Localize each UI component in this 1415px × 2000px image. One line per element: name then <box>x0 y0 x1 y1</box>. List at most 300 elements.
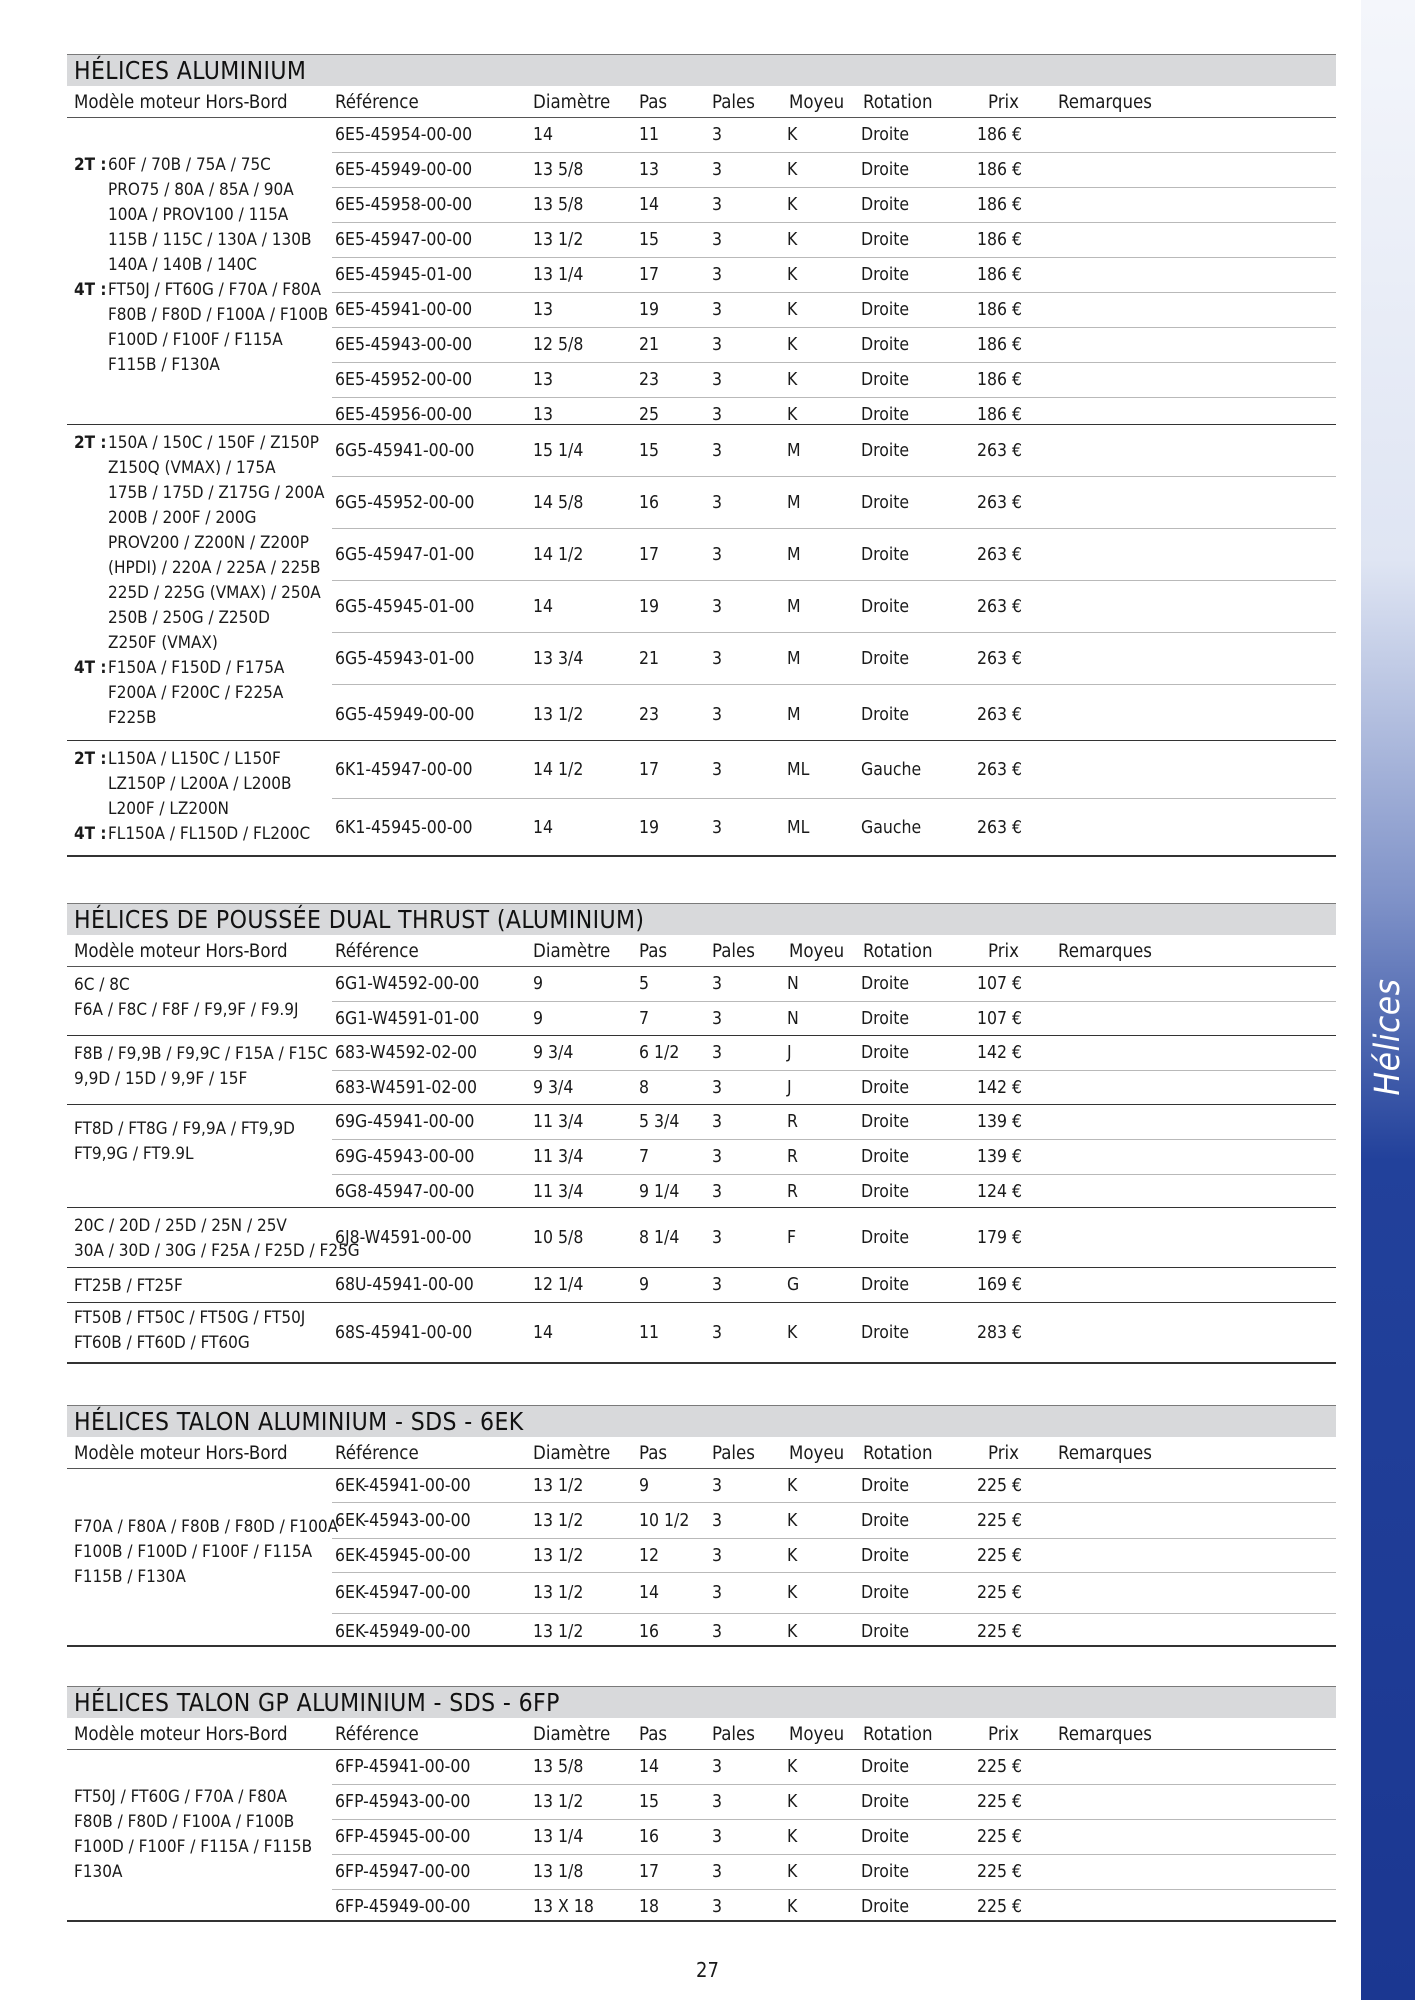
pas: 9 <box>639 1275 650 1295</box>
pas: 25 <box>639 405 660 425</box>
model-line <box>74 1540 338 1565</box>
rotation: Droite <box>861 265 910 285</box>
reference: 6E5-45949-00-00 <box>335 160 473 180</box>
col-prix: Prix <box>988 941 1020 962</box>
column-header-row <box>67 1437 1336 1469</box>
pales: 3 <box>712 596 723 617</box>
model-names: 20C / 20D / 25D / 25N / 25V <box>74 1216 287 1236</box>
model-line <box>74 1565 338 1590</box>
diametre: 13 1/2 <box>533 1792 584 1812</box>
pas: 23 <box>639 370 660 390</box>
table-row <box>332 1820 1336 1855</box>
model-line <box>74 1117 295 1142</box>
diametre: 14 <box>533 125 554 145</box>
rotation: Droite <box>861 335 910 355</box>
table-row <box>332 1105 1336 1140</box>
model-names: 115B / 115C / 130A / 130B <box>108 230 312 250</box>
pales: 3 <box>712 440 723 461</box>
col-diametre: Diamètre <box>533 1443 611 1464</box>
model-names: F150A / F150D / F175A <box>108 658 285 678</box>
moyeu: M <box>787 440 801 461</box>
model-group <box>67 1268 1336 1303</box>
pas: 8 1/4 <box>639 1227 680 1248</box>
engine-type: 2T : <box>74 155 107 175</box>
diametre: 11 3/4 <box>533 1112 584 1132</box>
rotation: Droite <box>861 1510 910 1531</box>
engine-type: 4T : <box>74 280 107 300</box>
col-remarques: Remarques <box>1058 1724 1152 1745</box>
model-line <box>74 706 324 731</box>
diametre: 12 1/4 <box>533 1275 584 1295</box>
pales: 3 <box>712 1583 723 1603</box>
diametre: 14 5/8 <box>533 492 584 513</box>
page-number: 27 <box>696 1958 719 1982</box>
reference: 6E5-45945-01-00 <box>335 265 473 285</box>
pales: 3 <box>712 335 723 355</box>
moyeu: K <box>787 1757 798 1777</box>
model-names: F115B / F130A <box>108 355 220 375</box>
diametre: 13 1/2 <box>533 1621 584 1642</box>
model-line <box>74 822 310 847</box>
table-row <box>332 118 1336 153</box>
model-line <box>74 303 328 328</box>
model-names: PRO75 / 80A / 85A / 90A <box>108 180 294 200</box>
model-line <box>74 1239 360 1264</box>
col-moyeu: Moyeu <box>789 941 845 962</box>
model-names: F100B / F100D / F100F / F115A <box>74 1542 313 1562</box>
pales: 3 <box>712 1545 723 1566</box>
moyeu: M <box>787 596 801 617</box>
rotation: Droite <box>861 1757 910 1777</box>
model-group <box>67 967 1336 1036</box>
pas: 13 <box>639 160 660 180</box>
pas: 12 <box>639 1545 660 1566</box>
rotation: Droite <box>861 1182 910 1202</box>
model-list <box>74 1042 328 1092</box>
pales: 3 <box>712 1043 723 1063</box>
model-list <box>74 1515 338 1590</box>
diametre: 13 1/2 <box>533 230 584 250</box>
model-line <box>74 253 328 278</box>
prix: 186 € <box>977 230 1023 250</box>
pales: 3 <box>712 1112 723 1132</box>
model-line <box>74 506 324 531</box>
sidebar-label: Hélices <box>1368 978 1408 1096</box>
prix: 139 € <box>977 1147 1023 1167</box>
col-remarques: Remarques <box>1058 941 1152 962</box>
moyeu: J <box>787 1078 792 1098</box>
col-model: Modèle moteur Hors-Bord <box>74 92 288 113</box>
table-row <box>332 1539 1336 1573</box>
table-row <box>332 967 1336 1002</box>
model-names: F225B <box>108 708 157 728</box>
rotation: Droite <box>861 705 910 725</box>
pas: 11 <box>639 125 660 145</box>
model-group <box>67 1208 1336 1268</box>
col-model: Modèle moteur Hors-Bord <box>74 1443 288 1464</box>
model-names: F70A / F80A / F80B / F80D / F100A <box>74 1517 339 1537</box>
pas: 9 1/4 <box>639 1182 680 1202</box>
col-reference: Référence <box>335 941 419 962</box>
pales: 3 <box>712 1621 723 1642</box>
model-line <box>74 656 324 681</box>
prix: 186 € <box>977 370 1023 390</box>
model-line <box>74 531 324 556</box>
rotation: Droite <box>861 596 910 617</box>
prix: 263 € <box>977 705 1023 725</box>
rotation: Droite <box>861 1475 910 1496</box>
model-list <box>74 1117 295 1167</box>
model-group <box>67 1303 1336 1364</box>
table-row <box>332 1785 1336 1820</box>
pales: 3 <box>712 1827 723 1847</box>
table-row <box>332 1002 1336 1036</box>
reference: 6J8-W4591-00-00 <box>335 1227 472 1248</box>
table-row <box>332 1071 1336 1105</box>
pas: 21 <box>639 335 660 355</box>
model-names: F130A <box>74 1862 123 1882</box>
model-names: F115B / F130A <box>74 1567 186 1587</box>
model-line <box>74 681 324 706</box>
table-row <box>332 328 1336 363</box>
pales: 3 <box>712 817 723 838</box>
moyeu: K <box>787 370 798 390</box>
table-row <box>332 1503 1336 1539</box>
moyeu: N <box>787 1009 799 1029</box>
diametre: 14 1/2 <box>533 759 584 780</box>
reference: 6E5-45941-00-00 <box>335 300 473 320</box>
reference: 6FP-45945-00-00 <box>335 1827 471 1847</box>
reference: 6EK-45945-00-00 <box>335 1545 471 1566</box>
prix: 142 € <box>977 1078 1023 1098</box>
col-moyeu: Moyeu <box>789 92 845 113</box>
reference: 6E5-45954-00-00 <box>335 125 473 145</box>
table-row <box>332 188 1336 223</box>
rotation: Droite <box>861 1147 910 1167</box>
pas: 6 1/2 <box>639 1043 680 1063</box>
reference: 6EK-45943-00-00 <box>335 1510 471 1531</box>
prix: 186 € <box>977 195 1023 215</box>
rotation: Droite <box>861 1862 910 1882</box>
moyeu: K <box>787 125 798 145</box>
moyeu: K <box>787 160 798 180</box>
model-group <box>67 1105 1336 1208</box>
prix: 225 € <box>977 1897 1023 1917</box>
pales: 3 <box>712 648 723 669</box>
pales: 3 <box>712 1757 723 1777</box>
pales: 3 <box>712 1897 723 1917</box>
diametre: 13 1/2 <box>533 1510 584 1531</box>
rotation: Droite <box>861 370 910 390</box>
column-header-row <box>67 1718 1336 1750</box>
model-line <box>74 203 328 228</box>
rotation: Droite <box>861 1897 910 1917</box>
pas: 17 <box>639 759 660 780</box>
prix: 225 € <box>977 1621 1023 1642</box>
propeller-rows <box>332 1268 1336 1302</box>
col-model: Modèle moteur Hors-Bord <box>74 1724 288 1745</box>
table-row <box>332 581 1336 633</box>
prix: 225 € <box>977 1862 1023 1882</box>
model-line <box>74 797 310 822</box>
prix: 107 € <box>977 1009 1023 1029</box>
prix: 142 € <box>977 1043 1023 1063</box>
model-line <box>74 1274 183 1299</box>
model-names: 6C / 8C <box>74 975 130 995</box>
section-2 <box>67 1405 1336 1647</box>
col-pales: Pales <box>712 1443 755 1464</box>
rotation: Gauche <box>861 759 922 780</box>
col-pas: Pas <box>639 941 668 962</box>
model-names: L150A / L150C / L150F <box>108 749 281 769</box>
model-line <box>74 1835 312 1860</box>
model-list <box>74 973 299 1023</box>
pales: 3 <box>712 195 723 215</box>
diametre: 13 5/8 <box>533 195 584 215</box>
pales: 3 <box>712 1227 723 1248</box>
model-line <box>74 1306 305 1331</box>
diametre: 14 1/2 <box>533 544 584 565</box>
propeller-rows <box>332 118 1336 432</box>
reference: 6E5-45956-00-00 <box>335 405 473 425</box>
rotation: Gauche <box>861 817 922 838</box>
prix: 225 € <box>977 1475 1023 1496</box>
rotation: Droite <box>861 492 910 513</box>
pas: 7 <box>639 1009 650 1029</box>
rotation: Droite <box>861 1545 910 1566</box>
diametre: 13 1/2 <box>533 1583 584 1603</box>
pas: 19 <box>639 596 660 617</box>
table-row <box>332 685 1336 745</box>
model-line <box>74 328 328 353</box>
pas: 5 <box>639 974 650 994</box>
pas: 10 1/2 <box>639 1510 690 1531</box>
pales: 3 <box>712 974 723 994</box>
prix: 263 € <box>977 492 1023 513</box>
rotation: Droite <box>861 1078 910 1098</box>
pas: 16 <box>639 1621 660 1642</box>
col-rotation: Rotation <box>863 941 933 962</box>
diametre: 13 1/4 <box>533 1827 584 1847</box>
propeller-rows <box>332 1105 1336 1209</box>
model-list <box>74 153 328 378</box>
pales: 3 <box>712 1275 723 1295</box>
table-row <box>332 1573 1336 1614</box>
section-title: HÉLICES TALON GP ALUMINIUM - SDS - 6FP <box>67 1686 1336 1718</box>
rotation: Droite <box>861 1009 910 1029</box>
model-group <box>67 118 1336 425</box>
pas: 18 <box>639 1897 660 1917</box>
moyeu: K <box>787 1583 798 1603</box>
model-names: FT8D / FT8G / F9,9A / FT9,9D <box>74 1119 295 1139</box>
model-line <box>74 973 299 998</box>
table-row <box>332 1140 1336 1175</box>
reference: 6G5-45949-00-00 <box>335 705 475 725</box>
moyeu: K <box>787 1475 798 1496</box>
diametre: 13 3/4 <box>533 648 584 669</box>
prix: 263 € <box>977 544 1023 565</box>
diametre: 13 1/8 <box>533 1862 584 1882</box>
pales: 3 <box>712 544 723 565</box>
prix: 225 € <box>977 1583 1023 1603</box>
diametre: 14 <box>533 1322 554 1343</box>
prix: 186 € <box>977 125 1023 145</box>
model-names: 175B / 175D / Z175G / 200A <box>108 483 325 503</box>
reference: 6G5-45943-01-00 <box>335 648 475 669</box>
model-names: FT50J / FT60G / F70A / F80A <box>108 280 321 300</box>
reference: 68S-45941-00-00 <box>335 1322 473 1343</box>
prix: 186 € <box>977 300 1023 320</box>
prix: 124 € <box>977 1182 1023 1202</box>
table-row <box>332 1890 1336 1924</box>
prix: 263 € <box>977 817 1023 838</box>
rotation: Droite <box>861 1275 910 1295</box>
reference: 6G5-45945-01-00 <box>335 596 475 617</box>
col-prix: Prix <box>988 1724 1020 1745</box>
prix: 225 € <box>977 1827 1023 1847</box>
moyeu: M <box>787 648 801 669</box>
moyeu: R <box>787 1112 798 1132</box>
pas: 23 <box>639 705 660 725</box>
diametre: 14 <box>533 596 554 617</box>
model-names: FT50B / FT50C / FT50G / FT50J <box>74 1308 306 1328</box>
reference: 6E5-45958-00-00 <box>335 195 473 215</box>
pas: 15 <box>639 440 660 461</box>
model-line <box>74 228 328 253</box>
pas: 7 <box>639 1147 650 1167</box>
prix: 186 € <box>977 160 1023 180</box>
prix: 225 € <box>977 1545 1023 1566</box>
moyeu: R <box>787 1147 798 1167</box>
prix: 263 € <box>977 596 1023 617</box>
pas: 14 <box>639 1757 660 1777</box>
reference: 6G5-45952-00-00 <box>335 492 475 513</box>
col-reference: Référence <box>335 1443 419 1464</box>
pas: 5 3/4 <box>639 1112 680 1132</box>
table-row <box>332 153 1336 188</box>
model-names: F80B / F80D / F100A / F100B <box>108 305 329 325</box>
model-names: 30A / 30D / 30G / F25A / F25D / F25G <box>74 1241 360 1261</box>
engine-type: 2T : <box>74 749 107 769</box>
reference: 6K1-45945-00-00 <box>335 817 473 838</box>
pas: 9 <box>639 1475 650 1496</box>
table-row <box>332 363 1336 398</box>
reference: 6E5-45943-00-00 <box>335 335 473 355</box>
model-names: F100D / F100F / F115A / F115B <box>74 1837 313 1857</box>
pales: 3 <box>712 1147 723 1167</box>
rotation: Droite <box>861 1112 910 1132</box>
pas: 14 <box>639 195 660 215</box>
pales: 3 <box>712 1792 723 1812</box>
model-names: 225D / 225G (VMAX) / 250A <box>108 583 321 603</box>
table-row <box>332 1614 1336 1649</box>
pales: 3 <box>712 230 723 250</box>
rotation: Droite <box>861 648 910 669</box>
diametre: 9 <box>533 974 544 994</box>
model-line <box>74 1142 295 1167</box>
prix: 263 € <box>977 759 1023 780</box>
diametre: 13 <box>533 370 554 390</box>
moyeu: N <box>787 974 799 994</box>
pas: 15 <box>639 230 660 250</box>
pas: 17 <box>639 1862 660 1882</box>
model-line <box>74 1810 312 1835</box>
column-header-row <box>67 935 1336 967</box>
model-line <box>74 1515 338 1540</box>
table-row <box>332 741 1336 799</box>
table-row <box>332 1268 1336 1302</box>
table-row <box>332 477 1336 529</box>
moyeu: K <box>787 1792 798 1812</box>
moyeu: K <box>787 300 798 320</box>
model-line <box>74 481 324 506</box>
propeller-rows <box>332 1036 1336 1105</box>
prix: 225 € <box>977 1757 1023 1777</box>
pas: 15 <box>639 1792 660 1812</box>
reference: 683-W4592-02-00 <box>335 1043 478 1063</box>
col-rotation: Rotation <box>863 1443 933 1464</box>
moyeu: K <box>787 1862 798 1882</box>
model-names: 140A / 140B / 140C <box>108 255 257 275</box>
model-names: Z250F (VMAX) <box>108 633 218 653</box>
pas: 16 <box>639 1827 660 1847</box>
col-pas: Pas <box>639 1724 668 1745</box>
pas: 19 <box>639 817 660 838</box>
pales: 3 <box>712 492 723 513</box>
model-line <box>74 1785 312 1810</box>
col-diametre: Diamètre <box>533 941 611 962</box>
moyeu: K <box>787 195 798 215</box>
rotation: Droite <box>861 1322 910 1343</box>
prix: 179 € <box>977 1227 1023 1248</box>
reference: 6K1-45947-00-00 <box>335 759 473 780</box>
propeller-rows <box>332 425 1336 745</box>
rotation: Droite <box>861 440 910 461</box>
section-title: HÉLICES DE POUSSÉE DUAL THRUST (ALUMINIUM) <box>67 903 1336 935</box>
pas: 17 <box>639 544 660 565</box>
engine-type: 4T : <box>74 824 107 844</box>
prix: 186 € <box>977 335 1023 355</box>
pales: 3 <box>712 1182 723 1202</box>
pales: 3 <box>712 1510 723 1531</box>
reference: 6FP-45941-00-00 <box>335 1757 471 1777</box>
diametre: 9 <box>533 1009 544 1029</box>
diametre: 14 <box>533 817 554 838</box>
rotation: Droite <box>861 1227 910 1248</box>
model-names: F100D / F100F / F115A <box>108 330 283 350</box>
moyeu: K <box>787 405 798 425</box>
diametre: 15 1/4 <box>533 440 584 461</box>
col-pales: Pales <box>712 941 755 962</box>
diametre: 13 5/8 <box>533 1757 584 1777</box>
reference: 6FP-45947-00-00 <box>335 1862 471 1882</box>
reference: 6FP-45943-00-00 <box>335 1792 471 1812</box>
moyeu: K <box>787 265 798 285</box>
model-names: L200F / LZ200N <box>108 799 229 819</box>
model-group <box>67 425 1336 741</box>
engine-type: 4T : <box>74 658 107 678</box>
col-pas: Pas <box>639 92 668 113</box>
diametre: 13 X 18 <box>533 1897 594 1917</box>
section-0 <box>67 54 1336 857</box>
moyeu: K <box>787 1621 798 1642</box>
pas: 17 <box>639 265 660 285</box>
diametre: 9 3/4 <box>533 1043 574 1063</box>
reference: 6E5-45947-00-00 <box>335 230 473 250</box>
table-row <box>332 1175 1336 1209</box>
propeller-rows <box>332 1303 1336 1362</box>
moyeu: J <box>787 1043 792 1063</box>
